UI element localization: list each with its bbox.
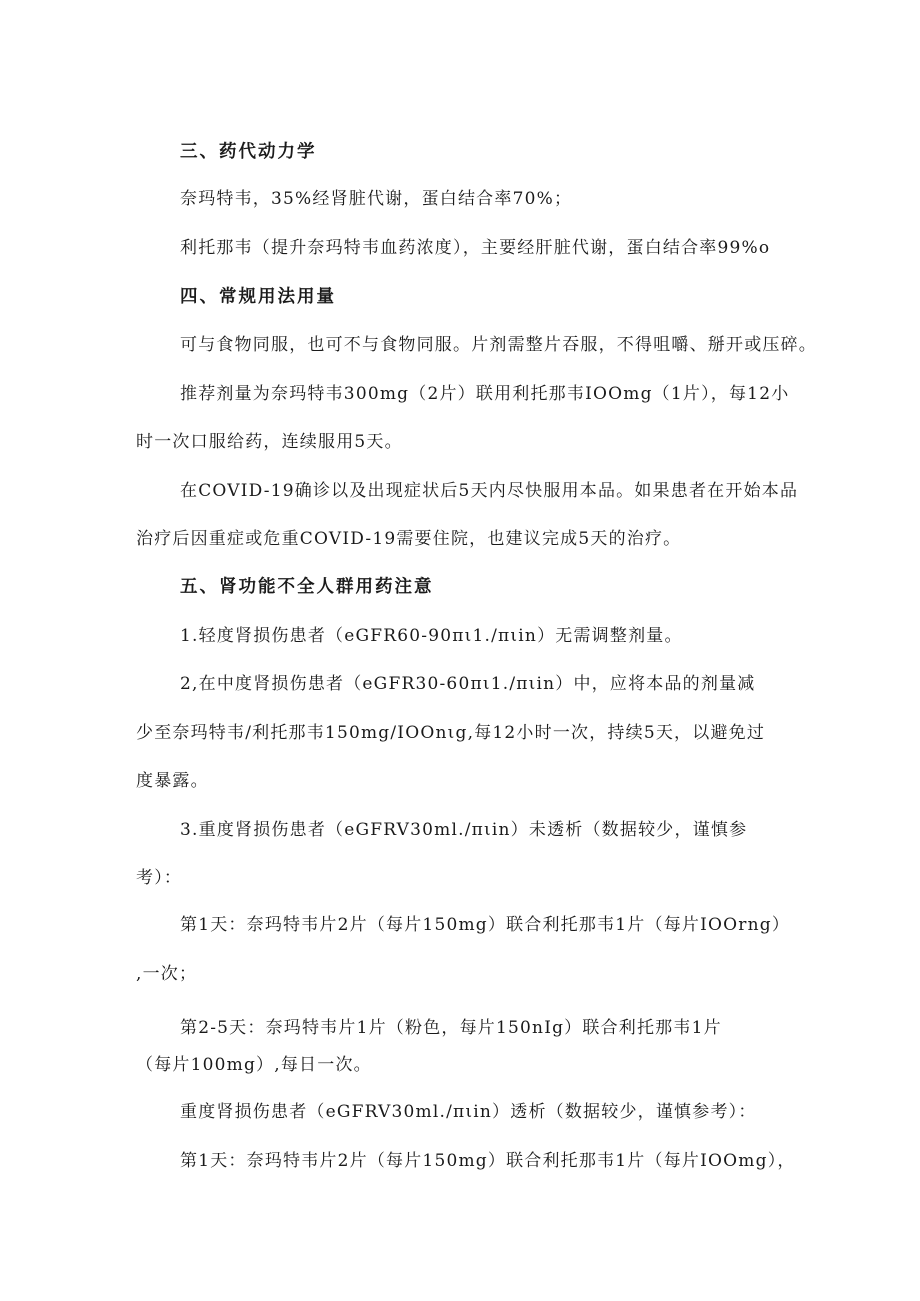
list-item-mild-renal: 1.轻度肾损伤患者（eGFR60-90πι1./πιin）无需调整剂量。 (180, 626, 683, 646)
paragraph-recommended-dose-line1: 推荐剂量为奈玛特韦300mg（2片）联用利托那韦IOOmg（1片），每12小 (180, 384, 790, 404)
list-item-severe-renal-line1: 3.重度肾损伤患者（eGFRV30ml./πιin）未透析（数据较少，谨慎参 (180, 820, 748, 840)
dosing-day2-5-line1: 第2-5天：奈玛特韦片1片（粉色，每片150nIg）联合利托那韦1片 (180, 1018, 722, 1038)
paragraph-ritonavir-metabolism: 利托那韦（提升奈玛特韦血药浓度），主要经肝脏代谢，蛋白结合率99%o (180, 238, 771, 258)
paragraph-nirmatrelvir-metabolism: 奈玛特韦，35%经肾脏代谢，蛋白结合率70%； (180, 189, 573, 209)
paragraph-administration: 可与食物同服，也可不与食物同服。片剂需整片吞服，不得咀嚼、掰开或压碎。 (180, 335, 817, 355)
list-item-severe-renal-line2: 考）： (136, 868, 183, 888)
list-item-moderate-renal-line2: 少至奈玛特韦/利托那韦150mg/IOOnιg,每12小时一次，持续5天，以避免过 (136, 723, 766, 743)
paragraph-recommended-dose-line2: 时一次口服给药，连续服用5天。 (136, 432, 403, 452)
dosing-day1-line2: ,一次； (136, 964, 198, 984)
section-heading-renal-impairment: 五、肾功能不全人群用药注意 (180, 577, 434, 597)
dosing-day1-line1: 第1天：奈玛特韦片2片（每片150mg）联合利托那韦1片（每片IOOrng） (180, 915, 791, 935)
paragraph-covid-timing-line1: 在COVID-19确诊以及出现症状后5天内尽快服用本品。如果患者在开始本品 (180, 481, 799, 501)
dosing-dialysis-day1: 第1天：奈玛特韦片2片（每片150mg）联合利托那韦1片（每片IOOmg）， (180, 1151, 796, 1171)
section-heading-pharmacokinetics: 三、药代动力学 (180, 142, 317, 162)
section-heading-dosage: 四、常规用法用量 (180, 287, 336, 307)
list-item-moderate-renal-line3: 度暴露。 (136, 771, 209, 791)
list-item-severe-renal-dialysis: 重度肾损伤患者（eGFRV30ml./πιin）透析（数据较少，谨慎参考）： (180, 1102, 757, 1122)
dosing-day2-5-line2: （每片100mg）,每日一次。 (136, 1055, 372, 1075)
list-item-moderate-renal-line1: 2,在中度肾损伤患者（eGFR30-60πι1./πιin）中，应将本品的剂量减 (180, 674, 756, 694)
paragraph-covid-timing-line2: 治疗后因重症或危重COVID-19需要住院，也建议完成5天的治疗。 (136, 529, 682, 549)
